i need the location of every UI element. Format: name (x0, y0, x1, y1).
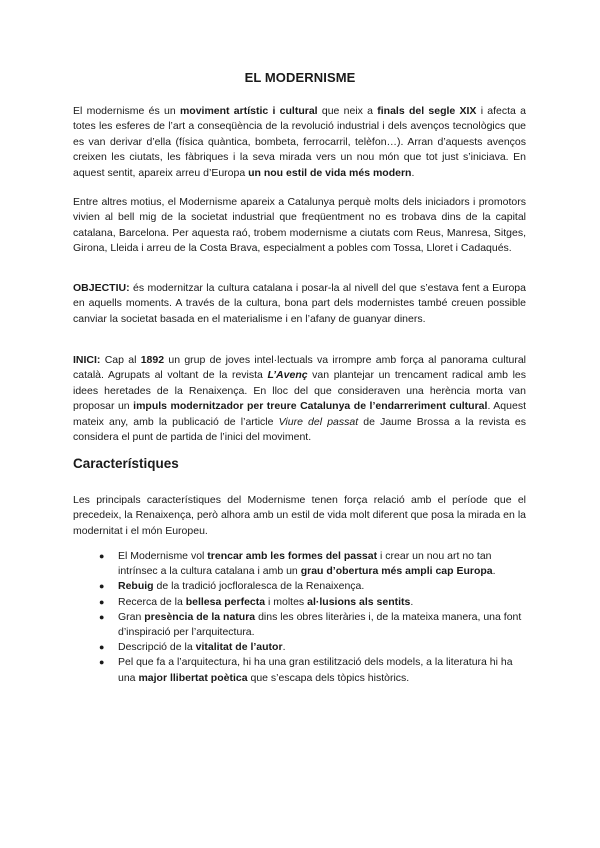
text-run: Les principals característiques del Modernisme tenen força relació amb el període que el precedeix, la Renaixença, però alhora amb un estil de vida molt diferent que posa la mirada en la modernitat i el món Europeu. (73, 494, 526, 537)
list-item (95, 610, 531, 640)
paragraph-catalunya (73, 195, 526, 257)
bullet-icon: ● (99, 551, 105, 561)
section-heading-caracteristiques: Característiques (73, 456, 179, 471)
bold-text: moviment artístic i cultural (179, 105, 318, 117)
text-run: Pel que fa a l’arquitectura, hi ha una gran estilització dels models, a la literatura hi ha una (118, 656, 513, 684)
bold-text: major llibertat poètica (138, 671, 248, 684)
bold-text: al·lusions als sentits (307, 595, 411, 608)
bold-text: Rebuig (118, 580, 154, 593)
document-title: EL MODERNISME (244, 70, 356, 85)
italic-text: Viure del passat (278, 415, 359, 428)
text-run: de la tradició jocfloralesca de la Renaixença. (153, 580, 365, 593)
bold-text: presència de la natura (144, 610, 256, 623)
bold-text: finals del segle XIX (377, 105, 477, 117)
bullet-icon: ● (99, 581, 105, 592)
text-run: van plantejar un trencament radical amb les idees heretades de la Renaixença. En lloc del que consideraven una herència morta van proposar un (73, 369, 526, 413)
list-item (95, 640, 531, 655)
text-run: El modernisme és un (73, 105, 180, 117)
bold-text: vitalitat de l’autor (195, 641, 283, 654)
bullet-icon: ● (99, 611, 105, 622)
text-run: dins les obres literàries i, de la mateixa manera, una font d’inspiració per l’arquitectura. (118, 610, 522, 639)
text-run: Gran (118, 610, 145, 623)
bold-text: un nou estil de vida més modern (248, 166, 412, 179)
text-run: El Modernisme vol (118, 550, 208, 562)
text-run: . (410, 595, 414, 608)
text-run: Cap al (100, 354, 141, 366)
paragraph-objectiu (73, 281, 526, 327)
list-item (95, 655, 531, 685)
text-run: . (282, 641, 286, 654)
text-run: . (411, 166, 415, 179)
bold-text: bellesa perfecta (185, 595, 266, 608)
list-item (95, 549, 531, 579)
bullet-icon: ● (99, 596, 105, 607)
text-run: i crear un nou art no tan intrínsec a la cultura catalana i amb un (118, 550, 492, 578)
text-run: Descripció de la (118, 641, 196, 654)
paragraph-caracteristiques-intro (73, 493, 526, 539)
text-run: que s’escapa dels tòpics històrics. (247, 671, 410, 684)
list-item (95, 595, 531, 610)
bold-text: grau d’obertura més ampli cap Europa (300, 565, 493, 578)
bold-text: impuls modernitzador per treure Catalunya de l’endarreriment cultural (133, 400, 488, 413)
text-run: de Jaume Brossa a la revista es considera el punt de partida de l’inici del moviment. (73, 415, 526, 444)
paragraph-inici (73, 353, 526, 445)
text-run: Recerca de la (118, 595, 186, 608)
text-run: . (492, 565, 496, 578)
text-run: que neix a (317, 105, 378, 117)
list-item (95, 579, 531, 594)
text-run: és modernitzar la cultura catalana i posar-la al nivell del que s’estava fent a Europa en aquells moments. A través de la cultura, bona part dels modernistes també creuen possible canviar la societat basada en el materialisme i en l’afany de guanyar diners. (73, 282, 526, 325)
bold-text: OBJECTIU: (73, 282, 130, 294)
bold-text: L’Avenç (267, 369, 308, 382)
text-run: un grup de joves intel·lectuals va irrompre amb força al panorama cultural català. Agrupats al voltant de la revista (73, 354, 526, 382)
text-run: . Aquest mateix any, amb la publicació de l’article (73, 400, 526, 428)
characteristics-list (95, 549, 531, 686)
bold-text: 1892 (140, 354, 165, 366)
paragraph-intro (73, 104, 526, 181)
text-run: i moltes (265, 595, 308, 608)
bullet-icon: ● (99, 642, 105, 653)
bullet-icon: ● (99, 657, 105, 668)
text-run: i afecta a totes les esferes de l’art a conseqüència de la revolució industrial i dels avenços tecnològics que es van derivar d’ella (física quàntica, bombeta, ferrocarril, telèfon…). Arran d’aquests avenços creixen les ciutats, les fàbriques i la seva mirada vers un nou món que tot just s’iniciava. En aquest sentit, apareix arreu d’Europa (73, 105, 527, 179)
bold-text: trencar amb les formes del passat (207, 550, 378, 562)
text-run: Entre altres motius, el Modernisme apareix a Catalunya perquè molts dels iniciadors i promotors vivien al bell mig de la societat industrial que freqüentment no es trobava dins de la capital catalana, Barcelona. Per aquesta raó, trobem modernisme a ciutats com Reus, Manresa, Sitges, Girona, Lleida i arreu de la Costa Brava, especialment a pobles com Tossa, Lloret i Cadaqués. (73, 196, 526, 255)
bold-text: INICI: (73, 354, 101, 366)
